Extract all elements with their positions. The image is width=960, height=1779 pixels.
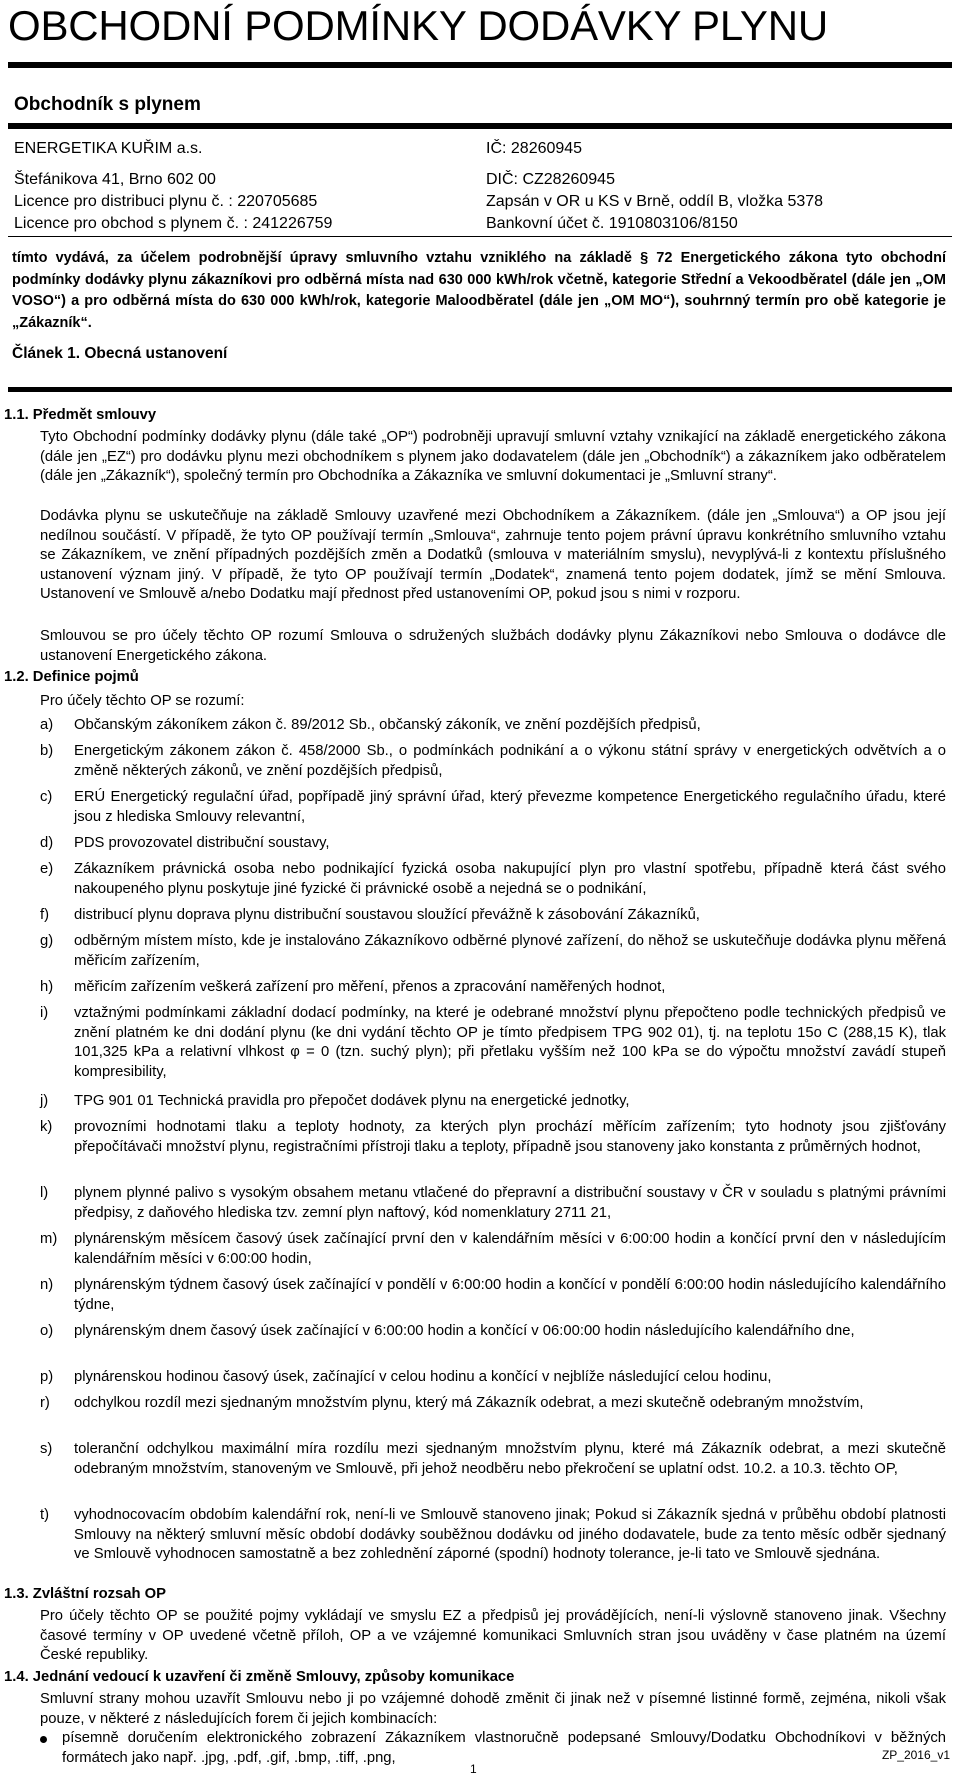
- article-divider: [8, 387, 952, 392]
- list-marker: m): [40, 1231, 58, 1247]
- list-text: Občanským zákoníkem zákon č. 89/2012 Sb., občanský zákoník, ve znění pozdějších předpisů,: [74, 717, 701, 733]
- page-number: 1: [470, 1762, 477, 1776]
- list-text: plynárenskou hodinou časový úsek, začínající v celou hodinu a končící v nejblíže následující celou hodinu,: [74, 1369, 772, 1385]
- list-text: distribucí plynu doprava plynu distribuční soustavou sloužící převážně k zásobování Zákazníků,: [74, 907, 700, 923]
- list-marker: i): [40, 1005, 49, 1021]
- list-marker: a): [40, 717, 54, 733]
- section-heading: 1.2. Definice pojmů: [4, 669, 139, 685]
- list-text: plynem plynné palivo s vysokým obsahem metanu vtlačené do přepravní a distribuční soustavy v ČR v souladu s platnými právními předpisy, z daňového hlediska tzv. zemní plyn naftový, kód nomenklatury 2711 21,: [74, 1185, 946, 1221]
- list-marker: f): [40, 907, 50, 923]
- page-title: OBCHODNÍ PODMÍNKY DODÁVKY PLYNU: [8, 2, 828, 49]
- bullet-text: písemně doručením elektronického zobrazení Zákazníkem vlastnoručně podepsané Smlouvy/Dodatku Obchodníkovi v běžných formátech jako např. .jpg, .pdf, .gif, .bmp, .tiff, .png,: [62, 1730, 946, 1766]
- list-marker: p): [40, 1369, 54, 1385]
- company-vat: DIČ: CZ28260945: [486, 171, 615, 188]
- list-text: Energetickým zákonem zákon č. 458/2000 Sb., o podmínkách podnikání a o výkonu státní správy v energetických odvětvích a o změně některých zákonů, ve znění pozdějších předpisů,: [74, 743, 946, 779]
- list-marker: e): [40, 861, 54, 877]
- document-code: ZP_2016_v1: [881, 1748, 950, 1762]
- list-text: PDS provozovatel distribuční soustavy,: [74, 835, 330, 851]
- list-text: vztažnými podmínkami základní dodací podmínky, na které je odebrané množství plynu přepočteno podle technických předpisů ve znění platném ke dni dodání plynu (ke dni vydání těchto OP je tímto předpisem TPG 902 01), tj. na teplotu 15o C (288,15 K), tlak 101,325 kPa a relativní vlhkost φ = 0 (tzn. suchý plyn); při přetlaku vyšším než 100 kPa se do výpočtu množství zavádí stupeň kompresibility,: [74, 1005, 946, 1080]
- list-text: TPG 901 01 Technická pravidla pro přepočet dodávek plynu na energetické jednotky,: [74, 1093, 630, 1109]
- list-marker: l): [40, 1185, 49, 1201]
- list-marker: g): [40, 933, 54, 949]
- info-divider: [8, 236, 952, 237]
- paragraph: Pro účely těchto OP se použité pojmy vykládají ve smyslu EZ a předpisů jej provádějících, není-li výslovně stanoveno jinak. Všechny časové termíny v OP uvedené včetně příloh, OP a ve vzájemné komunikaci Smluvních stran jsou uváděny v čase platném na území České republiky.: [40, 1608, 946, 1663]
- list-marker: c): [40, 789, 53, 805]
- paragraph: Dodávka plynu se uskutečňuje na základě Smlouvy uzavřené mezi Obchodníkem a Zákazníkem. (dále jen „Smlouva“) a OP jsou její nedílnou součástí. V případě, že tyto OP používají termín „Smlouva“, zahrnuje tento pojem právní úpravu konkrétního smluvního vztahu se Zákazníkem, ve znění případných pozdějších změn a Dodatků (smlouva v materiálním smyslu), nevyplývá-li z kontextu příslušného ustanovení význam jiný. V případě, že tyto OP používají termín „Dodatek“, znamená tento pojem dodatek, jímž se mění Smlouva. Ustanovení ve Smlouvě a/nebo Dodatku mají přednost před ustanoveními OP, pokud jsou s nimi v rozporu.: [40, 508, 946, 602]
- company-address: Štefánikova 41, Brno 602 00: [14, 171, 216, 188]
- list-text: ERÚ Energetický regulační úřad, popřípadě jiný správní úřad, který převezme kompetence Energetického regulačního úřadu, které jsou z hlediska Smlouvy relevantní,: [74, 789, 946, 825]
- list-text: odchylkou rozdíl mezi sjednaným množstvím plynu, který má Zákazník odebrat, a mezi skutečně odebraným množstvím,: [74, 1395, 864, 1411]
- list-marker: o): [40, 1323, 54, 1339]
- section-heading: 1.3. Zvláštní rozsah OP: [4, 1586, 166, 1602]
- list-marker: t): [40, 1507, 50, 1523]
- list-text: měřicím zařízením veškerá zařízení pro měření, přenos a zpracování naměřených hodnot,: [74, 979, 666, 995]
- distribution-licence: Licence pro distribuci plynu č. : 220705685: [14, 193, 318, 210]
- list-text: toleranční odchylkou maximální míra rozdílu mezi sjednaným množstvím plynu, které má Zákazník odebrat, a mezi skutečně odebraným množstvím, stanoveným ve Smlouvě, při jehož neodběru nebo překročení se uplatní odst. 10.2. a 10.3. těchto OP,: [74, 1441, 946, 1477]
- trade-licence: Licence pro obchod s plynem č. : 241226759: [14, 215, 333, 232]
- list-text: plynárenským týdnem časový úsek začínající v pondělí v 6:00:00 hodin a končící v pondělí 6:00:00 hodin následujícího kalendářního týdne,: [74, 1277, 946, 1313]
- list-text: provozními hodnotami tlaku a teploty hodnoty, za kterých plyn prochází měřícím zařízením; tyto hodnoty jsou zjišťovány přepočítávači množství plynu, registračními přístroji tlaku a teploty, případně jsou stanoveny jako konstanta z průměrných hodnot,: [74, 1119, 946, 1155]
- list-text: plynárenským dnem časový úsek začínající v 6:00:00 hodin a končící v 06:00:00 hodin následujícího kalendářního dne,: [74, 1323, 855, 1339]
- list-text: Zákazníkem právnická osoba nebo podnikající fyzická osoba nakupující plyn pro vlastní spotřebu, případně která část svého nakoupeného plynu poskytuje jiné fyzické či právnické osobě a nejedná se o podnikání,: [74, 861, 946, 897]
- section-heading: 1.4. Jednání vedoucí k uzavření či změně Smlouvy, způsoby komunikace: [4, 1669, 515, 1685]
- list-text: vyhodnocovacím obdobím kalendářní rok, není-li ve Smlouvě stanoveno jinak; Pokud si Zákazník sjedná v průběhu období platnosti Smlouvy na některý smluvní měsíc období dodávky souběžnou dodávku od jiného dodavatele, bude za tento měsíc odběr sjednaný ve Smlouvě vyhodnocen samostatně a bez zohlednění záporné (spodní) hodnoty tolerance, je-li tato ve Smlouvě sjednána.: [74, 1507, 946, 1562]
- register-entry: Zapsán v OR u KS v Brně, oddíl B, vložka 5378: [486, 193, 824, 210]
- trader-divider: [8, 123, 952, 129]
- section-heading: 1.1. Předmět smlouvy: [4, 407, 157, 423]
- company-id: IČ: 28260945: [486, 140, 583, 157]
- trader-heading: Obchodník s plynem: [14, 94, 201, 115]
- paragraph: Pro účely těchto OP se rozumí:: [40, 693, 245, 709]
- list-marker: k): [40, 1119, 53, 1135]
- bank-account: Bankovní účet č. 1910803106/8150: [486, 215, 738, 232]
- list-marker: b): [40, 743, 54, 759]
- list-marker: n): [40, 1277, 54, 1293]
- list-marker: d): [40, 835, 54, 851]
- paragraph: Tyto Obchodní podmínky dodávky plynu (dále také „OP“) podrobněji upravují smluvní vztahy vznikající na základě energetického zákona (dále jen „EZ“) pro dodávku plynu mezi obchodníkem s plynem jako dodavatelem (dále jen „Obchodník“) a zákazníkem jako odběratelem (dále jen „Zákazník“), společný termín pro Obchodníka a Zákazníka ve smluvní dokumentaci je „Smluvní strany“.: [40, 429, 946, 484]
- list-marker: r): [40, 1395, 50, 1411]
- bullet-icon: [40, 1736, 47, 1743]
- title-divider: [8, 62, 952, 68]
- list-marker: j): [40, 1093, 49, 1109]
- article-heading: Článek 1. Obecná ustanovení: [12, 345, 228, 362]
- paragraph: Smlouvou se pro účely těchto OP rozumí Smlouva o sdružených službách dodávky plynu Zákazníkovi nebo Smlouva o dodávce dle ustanovení Energetického zákona.: [40, 628, 946, 664]
- list-text: odběrným místem místo, kde je instalováno Zákazníkovo odběrné plynové zařízení, do něhož se uskutečňuje dodávka plynu měřená měřicím zařízením,: [74, 933, 946, 969]
- list-marker: h): [40, 979, 54, 995]
- list-marker: s): [40, 1441, 53, 1457]
- intro-paragraph: tímto vydává, za účelem podrobnější úpravy smluvního vztahu vzniklého na základě § 72 Energetického zákona tyto obchodní podmínky dodávky plynu zákazníkovi pro odběrná místa nad 630 000 kWh/rok včetně, kategorie Střední a Vekoodběratel (dále jen „OM VOSO“) a pro odběrná místa do 630 000 kWh/rok, kategorie Maloodběratel (dále jen „OM MO“), souhrnný termín pro obě kategorie je „Zákazník“.: [12, 250, 946, 331]
- paragraph: Smluvní strany mohou uzavřít Smlouvu nebo ji po vzájemné dohodě změnit či jinak než v písemné listinné formě, zejména, nikoli však pouze, v některé z následujících forem či jejich kombinacích:: [40, 1691, 946, 1727]
- company-name: ENERGETIKA KUŘIM a.s.: [14, 140, 203, 157]
- list-text: plynárenským měsícem časový úsek začínající první den v kalendářním měsíci v 6:00:00 hodin a končící první den v následujícím kalendářním měsíci v 6:00:00 hodin,: [74, 1231, 946, 1267]
